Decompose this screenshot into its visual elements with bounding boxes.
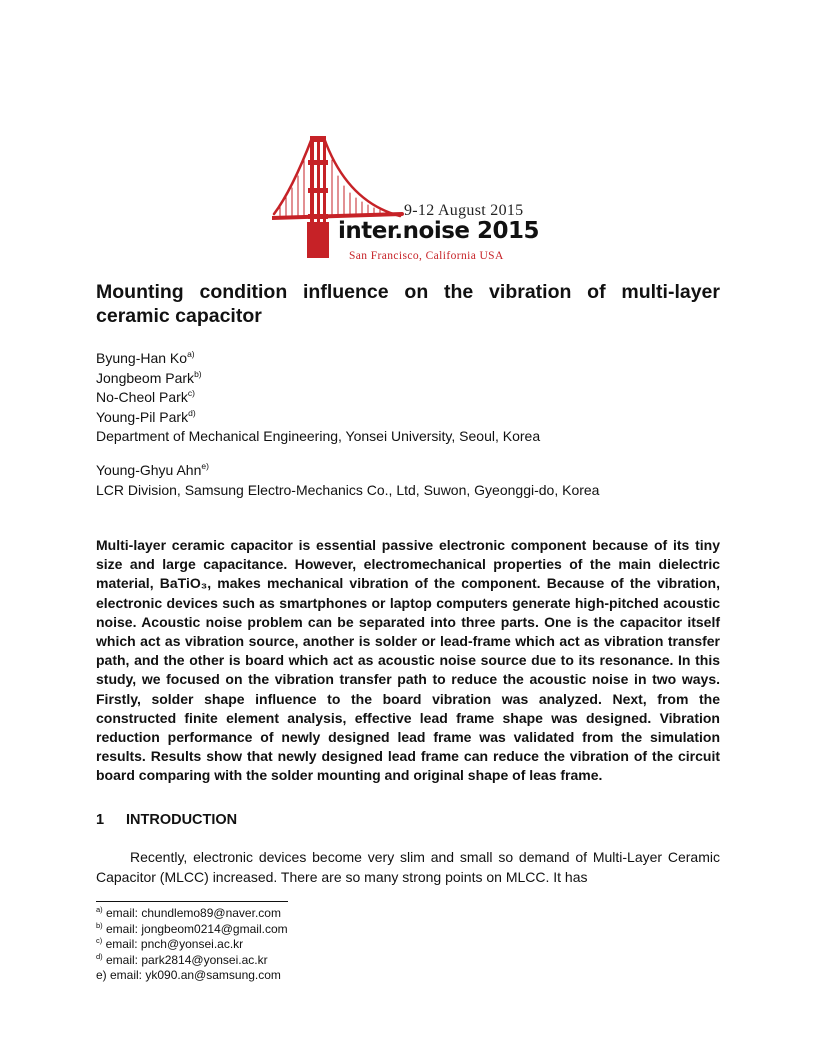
author-5: Young-Ghyu Ahn$^{e)}$: [96, 461, 209, 478]
section-title: INTRODUCTION: [126, 812, 238, 828]
footnote: $^{d)}$ email: park2814@yonsei.ac.kr: [96, 951, 268, 967]
author-mark: d): [188, 407, 196, 418]
abstract: Multi-layer ceramic capacitor is essential passive electronic component because of its tiny size and large capacitance. However, electromechanical properties of the main dielectric material, BaTiO₃, makes mechanical vibration of the component. Because of the vibration, electronic devices such as smartphones or laptop computers generate high-pitched acoustic noise. Acoustic noise problem can be separated into three parts. One is the capacitor itself which act as vibration source, another is solder or lead-frame which act as vibration transfer path, and the other is board which act as acoustic noise source due to its resonance. In this study, we focused on the vibration transfer path to reduce the acoustic noise in two ways. Firstly, solder shape influence to the board vibration was analyzed. Next, from the constructed finite element analysis, effective lead frame shape was designed. Vibration reduction performance of newly designed lead frame was validated from the simulation results. Results show that newly designed lead frame can reduce the vibration of the circuit board comparing with the solder mounting and original shape of leas frame.: [96, 537, 720, 784]
author-mark: b): [194, 368, 202, 379]
conference-date: 9-12 August 2015: [404, 202, 524, 219]
intro-paragraph: Recently, electronic devices become very slim and small so demand of Multi-Layer Ceramic Capacitor (MLCC) increased. There are so many strong points on MLCC. It has: [96, 849, 720, 885]
footnote: $^{a)}$ email: chundlemo89@naver.com: [96, 905, 281, 920]
section-heading: [96, 812, 237, 828]
footnote: $^{b)}$ email: jongbeom0214@gmail.com: [96, 920, 288, 936]
author-4: Young-Pil Park$^{d)}$: [96, 407, 196, 425]
author-1: Byung-Han Ko$^{a)}$: [96, 349, 195, 366]
author-mark: a): [187, 349, 195, 359]
author-group-2: [96, 461, 599, 500]
footnote: $^{c)}$ email: pnch@yonsei.ac.kr: [96, 936, 244, 951]
author-list: [96, 349, 540, 447]
author-3: No-Cheol Park$^{c)}$: [96, 388, 195, 405]
affiliation-2: LCR Division, Samsung Electro-Mechanics Co., Ltd, Suwon, Gyeonggi-do, Korea: [96, 481, 600, 498]
footnote-divider: [96, 901, 288, 902]
footnote: e) email: yk090.an@samsung.com: [96, 968, 281, 982]
golden-gate-bridge-icon: [272, 130, 550, 265]
conference-logo: [272, 130, 550, 265]
author-2: Jongbeom Park$^{b)}$: [96, 368, 202, 386]
author-mark: c): [187, 388, 195, 398]
author-mark: e): [201, 461, 209, 471]
paper-title: Mounting condition influence on the vibration of multi-layer ceramic capacitor: [96, 281, 720, 327]
affiliation-1: Department of Mechanical Engineering, Yonsei University, Seoul, Korea: [96, 428, 541, 444]
conference-location: San Francisco, California USA: [349, 250, 504, 262]
section-number: 1: [96, 812, 105, 828]
footnotes: [96, 906, 288, 984]
conference-name: inter.noise 2015: [338, 218, 540, 244]
